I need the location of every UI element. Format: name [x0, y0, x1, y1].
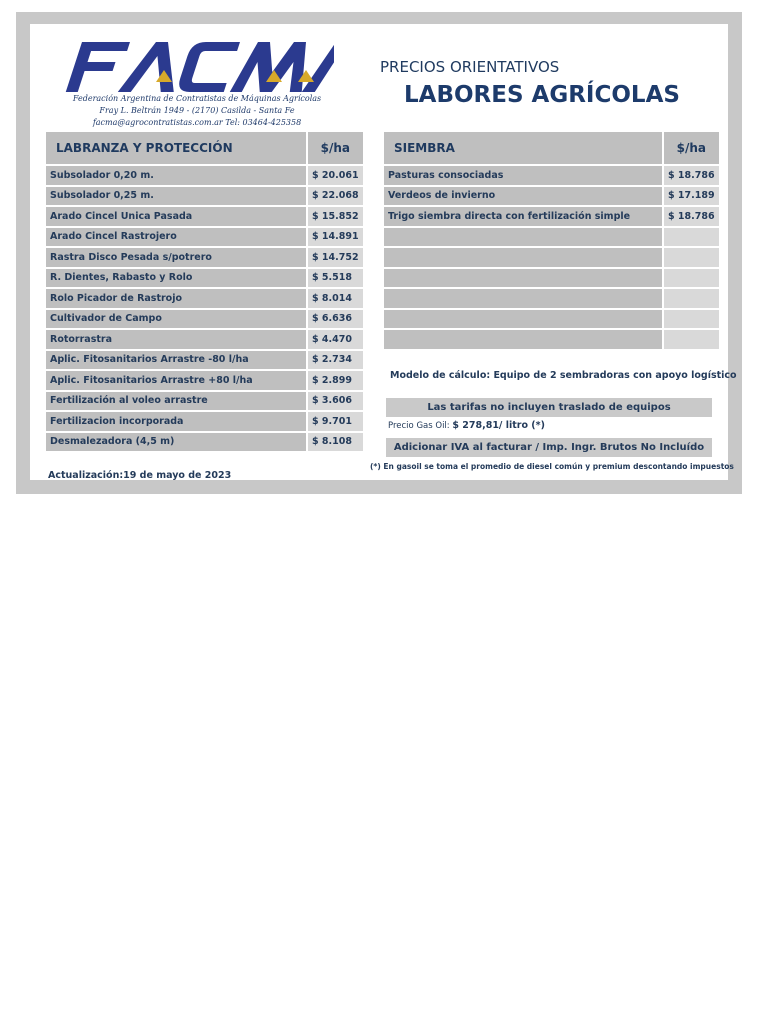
row-price: $ 14.891	[308, 228, 363, 247]
table-row	[46, 269, 363, 288]
page-title: LABORES AGRÍCOLAS	[404, 82, 680, 108]
table-row	[46, 207, 363, 226]
row-label: Fertilización al voleo arrastre	[46, 392, 306, 411]
table-row	[46, 248, 363, 267]
table-row	[384, 228, 719, 247]
table-header	[46, 132, 363, 164]
row-label	[384, 289, 662, 308]
table-row	[46, 166, 363, 185]
row-label	[384, 330, 662, 349]
gas-oil-value: $ 278,81/ litro (*)	[452, 420, 545, 431]
page-kicker: PRECIOS ORIENTATIVOS	[380, 58, 560, 76]
price-panel	[30, 24, 737, 481]
row-label: Aplic. Fitosanitarios Arrastre -80 l/ha	[46, 351, 306, 370]
price-sheet	[16, 12, 742, 494]
row-label	[384, 269, 662, 288]
row-price: $ 22.068	[308, 187, 363, 206]
row-price	[664, 269, 719, 288]
facma-logo	[60, 42, 334, 92]
unit-header: $/ha	[664, 132, 719, 164]
iva-note: Adicionar IVA al facturar / Imp. Ingr. Brutos No Incluído	[386, 438, 712, 457]
row-label: Arado Cincel Rastrojero	[46, 228, 306, 247]
table-row	[46, 433, 363, 452]
section-title: LABRANZA Y PROTECCIÓN	[46, 132, 306, 164]
table-row	[384, 269, 719, 288]
table-row	[46, 289, 363, 308]
row-price: $ 2.899	[308, 371, 363, 390]
table-row	[384, 207, 719, 226]
row-label: Desmalezadora (4,5 m)	[46, 433, 306, 452]
table-row	[384, 330, 719, 349]
row-price	[664, 289, 719, 308]
table-row	[384, 166, 719, 185]
row-label: Fertilizacion incorporada	[46, 412, 306, 431]
row-label: Trigo siembra directa con fertilización simple	[384, 207, 662, 226]
row-label: Pasturas consociadas	[384, 166, 662, 185]
row-price: $ 8.108	[308, 433, 363, 452]
row-price: $ 4.470	[308, 330, 363, 349]
row-label	[384, 310, 662, 329]
row-price: $ 20.061	[308, 166, 363, 185]
row-price: $ 9.701	[308, 412, 363, 431]
table-row	[384, 248, 719, 267]
row-label	[384, 248, 662, 267]
unit-header: $/ha	[308, 132, 363, 164]
table-row	[46, 351, 363, 370]
calculation-model-note: Modelo de cálculo: Equipo de 2 sembradoras con apoyo logístico	[390, 370, 737, 381]
siembra-table	[382, 130, 721, 351]
row-label: Rastra Disco Pesada s/potrero	[46, 248, 306, 267]
table-row	[46, 330, 363, 349]
gas-oil-price	[388, 420, 545, 431]
row-price: $ 2.734	[308, 351, 363, 370]
row-label: R. Dientes, Rabasto y Rolo	[46, 269, 306, 288]
row-label: Rotorrastra	[46, 330, 306, 349]
org-name: Federación Argentina de Contratistas de Máquinas Agrícolas	[72, 94, 322, 103]
row-price	[664, 330, 719, 349]
row-label: Rolo Picador de Rastrojo	[46, 289, 306, 308]
row-label: Verdeos de invierno	[384, 187, 662, 206]
table-row	[384, 310, 719, 329]
table-row	[46, 187, 363, 206]
row-label	[384, 228, 662, 247]
table-row	[46, 310, 363, 329]
table-row	[384, 187, 719, 206]
row-label: Subsolador 0,20 m.	[46, 166, 306, 185]
row-price	[664, 310, 719, 329]
row-price	[664, 228, 719, 247]
row-price: $ 18.786	[664, 207, 719, 226]
no-transport-note: Las tarifas no incluyen traslado de equipos	[386, 398, 712, 417]
row-label: Cultivador de Campo	[46, 310, 306, 329]
row-price: $ 6.636	[308, 310, 363, 329]
row-label: Aplic. Fitosanitarios Arrastre +80 l/ha	[46, 371, 306, 390]
labranza-table	[44, 130, 365, 453]
table-row	[384, 289, 719, 308]
row-price: $ 8.014	[308, 289, 363, 308]
table-row	[46, 371, 363, 390]
table-row	[46, 228, 363, 247]
row-label: Subsolador 0,25 m.	[46, 187, 306, 206]
table-header	[384, 132, 719, 164]
gasoil-footnote: (*) En gasoil se toma el promedio de diesel común y premium descontando impuestos	[370, 462, 734, 471]
table-row	[46, 412, 363, 431]
row-price: $ 14.752	[308, 248, 363, 267]
row-price: $ 3.606	[308, 392, 363, 411]
row-label: Arado Cincel Unica Pasada	[46, 207, 306, 226]
section-title: SIEMBRA	[384, 132, 662, 164]
row-price: $ 17.189	[664, 187, 719, 206]
gas-oil-label: Precio Gas Oil:	[388, 421, 450, 431]
row-price: $ 18.786	[664, 166, 719, 185]
row-price	[664, 248, 719, 267]
org-contact: facma@agrocontratistas.com.ar Tel: 03464-425358	[92, 118, 302, 127]
update-date: Actualización:19 de mayo de 2023	[48, 470, 232, 481]
row-price: $ 5.518	[308, 269, 363, 288]
row-price: $ 15.852	[308, 207, 363, 226]
table-row	[46, 392, 363, 411]
org-address: Fray L. Beltrán 1949 - (2170) Casilda - Santa Fe	[99, 106, 295, 115]
